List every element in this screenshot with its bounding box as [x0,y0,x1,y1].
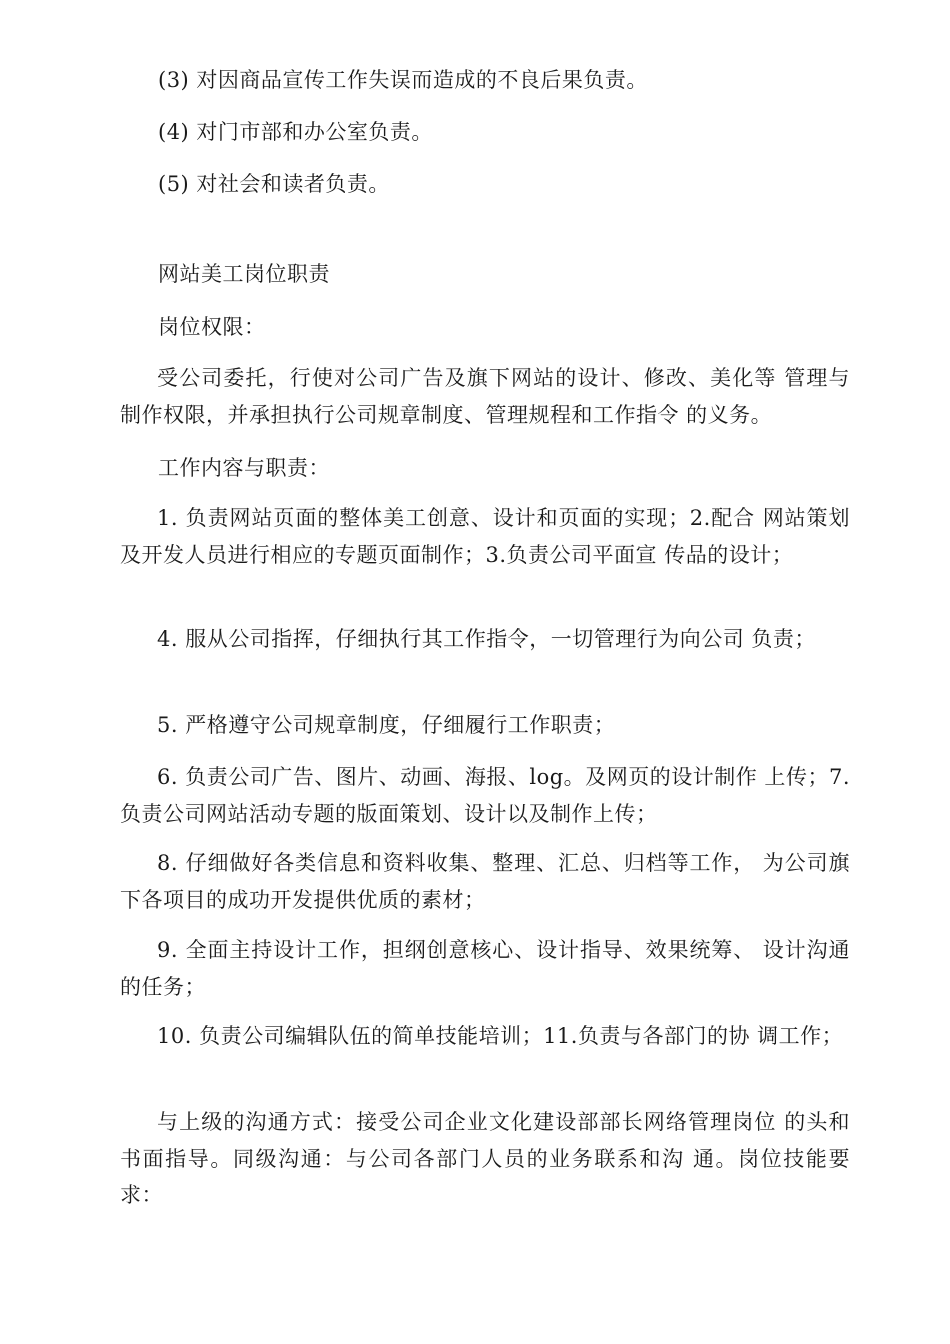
communication-paragraph: 与上级的沟通方式：接受公司企业文化建设部部长网络管理岗位 的头和书面指导。同级沟通：与公司各部门人员的业务联系和沟 通。岗位技能要求： [120,1110,850,1207]
duty-paragraph-1: 1. 负责网站页面的整体美工创意、设计和页面的实现；2.配合 网站策划及开发人员进行相应的专题页面制作；3.负责公司平面宣 传品的设计； [120,506,850,567]
duty-paragraph-8: 8. 仔细做好各类信息和资料收集、整理、汇总、归档等工作， 为公司旗下各项目的成功开发提供优质的素材； [120,851,850,912]
authority-heading: 岗位权限： [158,315,266,339]
section-title: 网站美工岗位职责 [158,262,330,286]
duty-paragraph-6: 6. 负责公司广告、图片、动画、海报、log。及网页的设计制作 上传；7.负责公司网站活动专题的版面策划、设计以及制作上传； [120,765,850,826]
list-item-4: (4) 对门市部和办公室负责。 [158,120,433,144]
list-item-5: (5) 对社会和读者负责。 [158,172,390,196]
duty-paragraph-5: 5. 严格遵守公司规章制度，仔细履行工作职责； [157,713,616,737]
authority-paragraph: 受公司委托，行使对公司广告及旗下网站的设计、修改、美化等 管理与制作权限，并承担执行公司规章制度、管理规程和工作指令 的义务。 [120,366,850,427]
duty-paragraph-9: 9. 全面主持设计工作，担纲创意核心、设计指导、效果统筹、 设计沟通的任务； [120,938,850,999]
duties-heading: 工作内容与职责： [158,456,330,480]
list-item-3: (3) 对因商品宣传工作失误而造成的不良后果负责。 [158,68,648,92]
duty-paragraph-4: 4. 服从公司指挥，仔细执行其工作指令，一切管理行为向公司 负责； [157,627,816,651]
duty-paragraph-10: 10. 负责公司编辑队伍的简单技能培训；11.负责与各部门的协 调工作； [157,1024,844,1048]
